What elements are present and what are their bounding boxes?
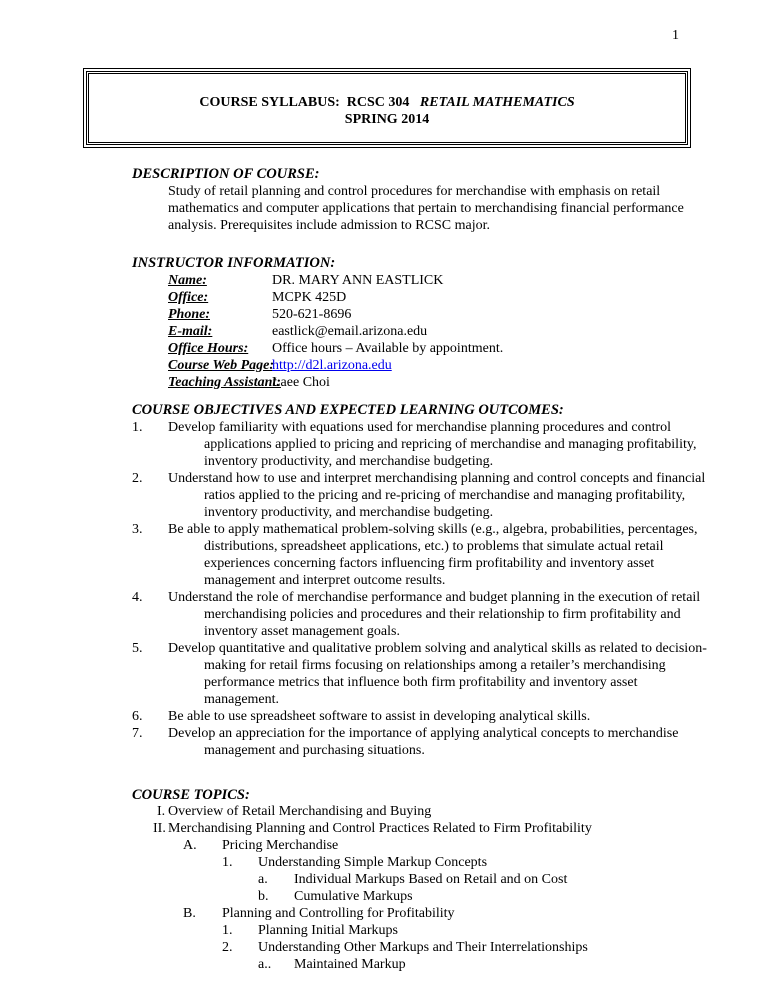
title-box [86, 71, 688, 145]
info-label: Teaching Assistant: [168, 375, 281, 390]
info-value: MCPK 425D [272, 290, 347, 305]
objective-number: 3. [132, 522, 143, 537]
objective-line: management and purchasing situations. [204, 743, 425, 758]
objective-line: ratios applied to the pricing and re-pricing of merchandise and managing profitability, [204, 488, 686, 503]
info-value: 520-621-8696 [272, 307, 352, 322]
info-label: E-mail: [168, 324, 213, 339]
topic-marker: 1. [222, 923, 233, 938]
objective-line: experiences concerning factors influencing firm profitability and inventory asset [204, 556, 655, 571]
info-value: DR. MARY ANN EASTLICK [272, 273, 444, 288]
topic-text: Pricing Merchandise [222, 838, 339, 853]
course-title-prefix: COURSE SYLLABUS: RCSC 304 [199, 95, 420, 110]
objective-line: merchandising policies and procedures and their relationship to firm profitability and [204, 607, 681, 622]
objective-line: Understand how to use and interpret merchandising planning and control concepts and financial [168, 471, 706, 486]
topic-marker: I. [157, 804, 166, 819]
topic-text: Cumulative Markups [294, 889, 413, 904]
topic-text: Understanding Other Markups and Their Interrelationships [258, 940, 588, 955]
objective-line: inventory asset management goals. [204, 624, 400, 639]
objectives-heading: COURSE OBJECTIVES AND EXPECTED LEARNING OUTCOMES: [132, 402, 564, 418]
objective-line: inventory productivity, and merchandise budgeting. [204, 505, 494, 520]
objective-line: making for retail firms focusing on relationships among a retailer’s merchandising [204, 658, 666, 673]
topic-marker: A. [183, 838, 197, 853]
topic-marker: 2. [222, 940, 233, 955]
objective-number: 1. [132, 420, 143, 435]
topic-marker: 1. [222, 855, 233, 870]
topic-text: Understanding Simple Markup Concepts [258, 855, 488, 870]
course-web-link[interactable]: http://d2l.arizona.edu [272, 358, 392, 373]
objective-line: management. [204, 692, 280, 707]
objective-line: performance metrics that influence both firm profitability and inventory asset [204, 675, 638, 690]
topic-marker: a.. [258, 957, 272, 972]
topics-heading: COURSE TOPICS: [132, 787, 250, 803]
objective-line: Be able to apply mathematical problem-solving skills (e.g., algebra, probabilities, percentages, [168, 522, 698, 537]
topic-text: Planning Initial Markups [258, 923, 398, 938]
topic-text: Merchandising Planning and Control Practices Related to Firm Profitability [168, 821, 592, 836]
objective-number: 5. [132, 641, 143, 656]
objective-number: 6. [132, 709, 143, 724]
info-label: Course Web Page: [168, 358, 275, 373]
topic-marker: a. [258, 872, 268, 887]
objective-line: Develop quantitative and qualitative problem solving and analytical skills as related to decision- [168, 641, 707, 656]
page-number: 1 [672, 28, 679, 43]
description-line: mathematics and computer applications that pertain to merchandising financial performance [168, 201, 684, 216]
info-label: Office Hours: [168, 341, 249, 356]
objective-line: Develop familiarity with equations used for merchandise planning procedures and control [168, 420, 672, 435]
description-heading: DESCRIPTION OF COURSE: [132, 166, 320, 182]
objective-line: Understand the role of merchandise performance and budget planning in the execution of retail [168, 590, 701, 605]
topic-marker: II. [153, 821, 166, 836]
objective-line: applications applied to pricing and repricing of merchandise and managing profitability, [204, 437, 697, 452]
topic-text: Individual Markups Based on Retail and on Cost [294, 872, 568, 887]
course-title-italic: RETAIL MATHEMATICS [419, 95, 575, 110]
instructor-heading: INSTRUCTOR INFORMATION: [132, 255, 336, 271]
objective-line: Be able to use spreadsheet software to assist in developing analytical skills. [168, 709, 591, 724]
objective-line: Develop an appreciation for the importance of applying analytical concepts to merchandise [168, 726, 679, 741]
info-label: Office: [168, 290, 209, 305]
objective-number: 2. [132, 471, 143, 486]
info-value: Office hours – Available by appointment. [272, 341, 504, 356]
info-value: Laee Choi [272, 375, 330, 390]
objective-number: 4. [132, 590, 143, 605]
topic-text: Maintained Markup [294, 957, 406, 972]
description-text [168, 183, 698, 234]
course-title [89, 95, 685, 111]
description-line: analysis. Prerequisites include admission to RCSC major. [168, 218, 490, 233]
description-line: Study of retail planning and control procedures for merchandise with emphasis on retail [168, 184, 661, 199]
topic-text: Planning and Controlling for Profitability [222, 906, 455, 921]
topic-marker: B. [183, 906, 196, 921]
topic-text: Overview of Retail Merchandising and Buying [168, 804, 432, 819]
topic-marker: b. [258, 889, 269, 904]
objective-line: distributions, spreadsheet applications, etc.) to problems that simulate actual retail [204, 539, 664, 554]
objective-line: inventory productivity, and merchandise budgeting. [204, 454, 494, 469]
objective-number: 7. [132, 726, 143, 741]
info-label: Name: [168, 273, 207, 288]
info-label: Phone: [168, 307, 210, 322]
objective-line: management and interpret outcome results. [204, 573, 446, 588]
course-term: SPRING 2014 [344, 112, 430, 127]
info-value: eastlick@email.arizona.edu [272, 324, 428, 339]
